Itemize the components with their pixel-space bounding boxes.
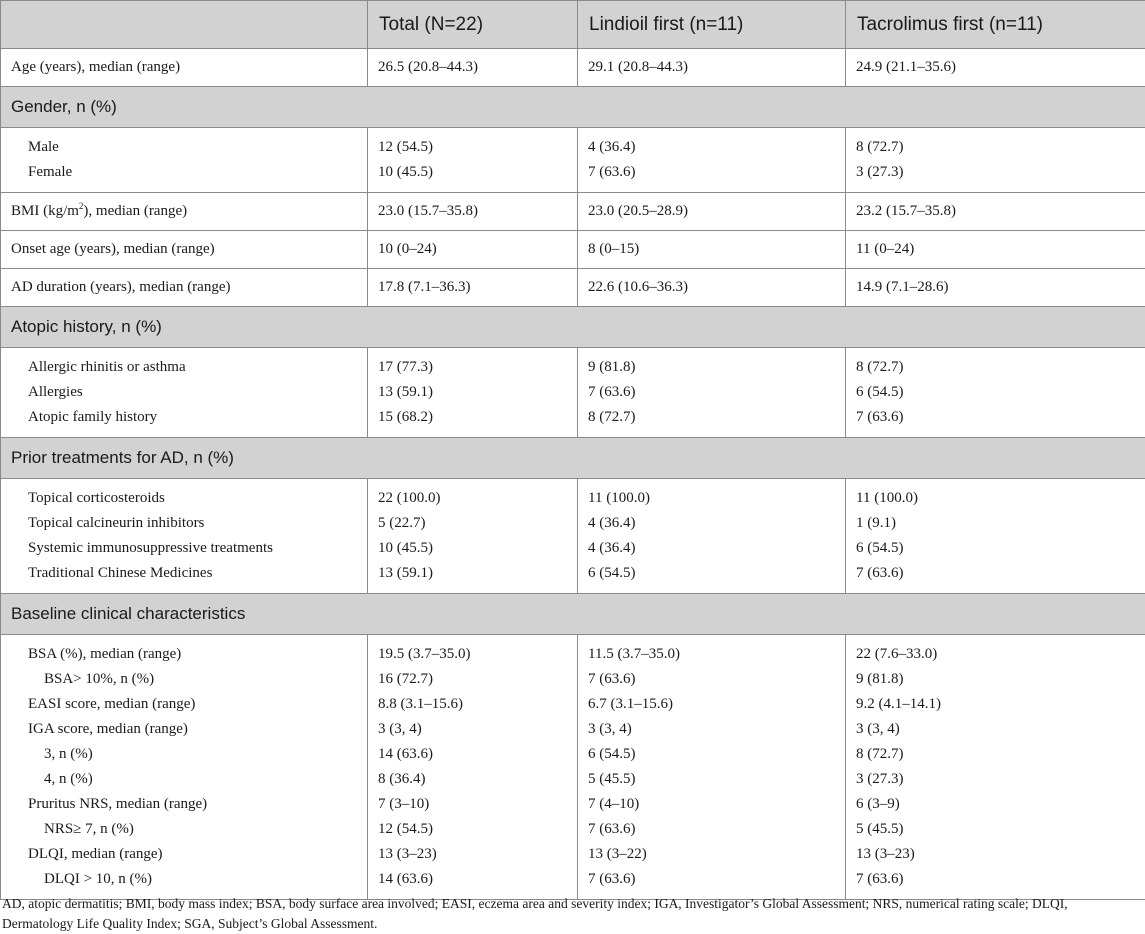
table-row [1,742,1145,767]
table-row [1,348,1145,381]
row-label: Onset age (years), median (range) [1,231,368,269]
row-label: DLQI, median (range) [1,842,368,867]
cell-tacrolimus: 9 (81.8) [846,667,1145,692]
cell-total: 12 (54.5) [368,817,578,842]
bmi-label-post: ), median (range) [83,203,187,219]
cell-total: 23.0 (15.7–35.8) [368,193,578,231]
header-total: Total (N=22) [368,1,578,49]
cell-total: 3 (3, 4) [368,717,578,742]
row-label: BSA> 10%, n (%) [1,667,368,692]
section-header [1,438,1145,479]
cell-tacrolimus: 3 (27.3) [846,767,1145,792]
row-label: EASI score, median (range) [1,692,368,717]
cell-total: 7 (3–10) [368,792,578,817]
cell-lindioil: 8 (72.7) [578,405,846,438]
cell-total: 5 (22.7) [368,511,578,536]
cell-total: 14 (63.6) [368,867,578,900]
row-label: Atopic family history [1,405,368,438]
cell-total: 13 (59.1) [368,380,578,405]
cell-tacrolimus: 9.2 (4.1–14.1) [846,692,1145,717]
row-label: 3, n (%) [1,742,368,767]
table-row [1,479,1145,512]
row-label: Age (years), median (range) [1,49,368,87]
cell-lindioil: 6 (54.5) [578,561,846,594]
cell-total: 17 (77.3) [368,348,578,381]
cell-lindioil: 4 (36.4) [578,536,846,561]
section-header [1,594,1145,635]
table-row [1,561,1145,594]
cell-lindioil: 29.1 (20.8–44.3) [578,49,846,87]
table-row [1,193,1145,231]
table-row [1,405,1145,438]
row-label: NRS≥ 7, n (%) [1,817,368,842]
header-tacrolimus-first: Tacrolimus first (n=11) [846,1,1145,49]
cell-total: 16 (72.7) [368,667,578,692]
table-row [1,635,1145,668]
cell-lindioil: 4 (36.4) [578,511,846,536]
row-label: Traditional Chinese Medicines [1,561,368,594]
row-label: 4, n (%) [1,767,368,792]
table-row [1,717,1145,742]
row-label: Female [1,160,368,193]
header-label [1,1,368,49]
cell-tacrolimus: 7 (63.6) [846,867,1145,900]
cell-tacrolimus: 1 (9.1) [846,511,1145,536]
cell-lindioil: 11.5 (3.7–35.0) [578,635,846,668]
header-row [1,1,1145,49]
cell-lindioil: 22.6 (10.6–36.3) [578,269,846,307]
table-row [1,380,1145,405]
row-label: AD duration (years), median (range) [1,269,368,307]
cell-tacrolimus: 24.9 (21.1–35.6) [846,49,1145,87]
cell-tacrolimus: 22 (7.6–33.0) [846,635,1145,668]
cell-total: 10 (45.5) [368,160,578,193]
cell-tacrolimus: 7 (63.6) [846,561,1145,594]
table-row [1,511,1145,536]
cell-tacrolimus: 14.9 (7.1–28.6) [846,269,1145,307]
table-row [1,269,1145,307]
table-row [1,667,1145,692]
cell-total: 10 (0–24) [368,231,578,269]
cell-lindioil: 7 (63.6) [578,160,846,193]
cell-tacrolimus: 7 (63.6) [846,405,1145,438]
cell-lindioil: 9 (81.8) [578,348,846,381]
cell-tacrolimus: 6 (54.5) [846,536,1145,561]
row-label: DLQI > 10, n (%) [1,867,368,900]
row-label: Systemic immunosuppressive treatments [1,536,368,561]
section-title: Baseline clinical characteristics [1,594,1145,635]
cell-tacrolimus: 3 (3, 4) [846,717,1145,742]
bmi-label-pre: BMI (kg/m [11,203,79,219]
cell-total: 15 (68.2) [368,405,578,438]
row-label: Topical corticosteroids [1,479,368,512]
table-row [1,536,1145,561]
table-row [1,792,1145,817]
cell-lindioil: 7 (63.6) [578,817,846,842]
section-title: Gender, n (%) [1,87,1145,128]
table-row [1,160,1145,193]
cell-total: 8.8 (3.1–15.6) [368,692,578,717]
cell-tacrolimus: 23.2 (15.7–35.8) [846,193,1145,231]
cell-total: 22 (100.0) [368,479,578,512]
row-label [1,193,368,231]
header-lindioil-first: Lindioil first (n=11) [578,1,846,49]
cell-lindioil: 7 (63.6) [578,867,846,900]
cell-tacrolimus: 8 (72.7) [846,348,1145,381]
cell-total: 17.8 (7.1–36.3) [368,269,578,307]
cell-total: 14 (63.6) [368,742,578,767]
row-label: Male [1,128,368,161]
table-footnote: AD, atopic dermatitis; BMI, body mass index; BSA, body surface area involved; EASI, eczema area and severity index; IGA, Investigator’s Global Assessment; NRS, numerical rating scale; DLQI, Dermatology Life Quality Index; SGA, Subject’s Global Assessment. [2,894,1142,934]
cell-lindioil: 7 (63.6) [578,380,846,405]
cell-lindioil: 13 (3–22) [578,842,846,867]
cell-lindioil: 23.0 (20.5–28.9) [578,193,846,231]
cell-lindioil: 7 (4–10) [578,792,846,817]
table-row [1,231,1145,269]
cell-tacrolimus: 3 (27.3) [846,160,1145,193]
cell-total: 10 (45.5) [368,536,578,561]
section-header [1,87,1145,128]
table-row [1,817,1145,842]
row-label: Topical calcineurin inhibitors [1,511,368,536]
cell-tacrolimus: 6 (3–9) [846,792,1145,817]
cell-total: 26.5 (20.8–44.3) [368,49,578,87]
cell-total: 19.5 (3.7–35.0) [368,635,578,668]
row-label: IGA score, median (range) [1,717,368,742]
table-row [1,49,1145,87]
cell-total: 13 (59.1) [368,561,578,594]
row-label: Allergies [1,380,368,405]
cell-lindioil: 6 (54.5) [578,742,846,767]
cell-tacrolimus: 6 (54.5) [846,380,1145,405]
cell-lindioil: 4 (36.4) [578,128,846,161]
table-row [1,767,1145,792]
section-header [1,307,1145,348]
cell-lindioil: 11 (100.0) [578,479,846,512]
cell-total: 13 (3–23) [368,842,578,867]
cell-lindioil: 3 (3, 4) [578,717,846,742]
cell-tacrolimus: 8 (72.7) [846,742,1145,767]
cell-lindioil: 7 (63.6) [578,667,846,692]
table-row [1,692,1145,717]
cell-tacrolimus: 11 (100.0) [846,479,1145,512]
cell-lindioil: 8 (0–15) [578,231,846,269]
bmi-label-sup: 2 [79,201,84,211]
cell-tacrolimus: 5 (45.5) [846,817,1145,842]
row-label: BSA (%), median (range) [1,635,368,668]
cell-total: 12 (54.5) [368,128,578,161]
cell-total: 8 (36.4) [368,767,578,792]
cell-lindioil: 5 (45.5) [578,767,846,792]
row-label: Allergic rhinitis or asthma [1,348,368,381]
section-title: Atopic history, n (%) [1,307,1145,348]
section-title: Prior treatments for AD, n (%) [1,438,1145,479]
row-label: Pruritus NRS, median (range) [1,792,368,817]
cell-tacrolimus: 13 (3–23) [846,842,1145,867]
cell-tacrolimus: 11 (0–24) [846,231,1145,269]
cell-tacrolimus: 8 (72.7) [846,128,1145,161]
cell-lindioil: 6.7 (3.1–15.6) [578,692,846,717]
table-row [1,842,1145,867]
table-row [1,128,1145,161]
